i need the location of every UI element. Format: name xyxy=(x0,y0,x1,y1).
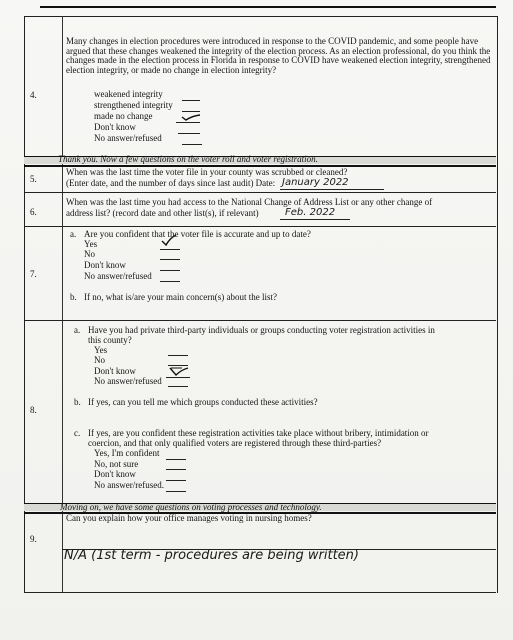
q7a-option-yes: Yes xyxy=(84,239,98,249)
q8c-label: c. xyxy=(74,428,81,438)
q5-line2: (Enter date, and the number of days since last audit) Date: xyxy=(66,178,276,188)
q8a-question-line2: this county? xyxy=(88,335,132,345)
q8a-blank-yes[interactable] xyxy=(168,355,188,356)
q4-option-no-change: made no change xyxy=(94,111,153,121)
q8c-blank-confident[interactable] xyxy=(166,459,186,460)
q6-number: 6. xyxy=(30,207,37,217)
q7b-question: If no, what is/are your main concern(s) about the list? xyxy=(84,292,277,302)
q4-option-refused: No answer/refused xyxy=(94,133,162,143)
q8a-option-no: No xyxy=(94,355,105,365)
q8a-option-yes: Yes xyxy=(94,345,108,355)
q4-blank-refused[interactable] xyxy=(182,144,202,145)
q7a-option-refused: No answer/refused xyxy=(84,271,152,281)
q8a-checkmark-icon xyxy=(168,365,190,377)
top-edge-line xyxy=(40,0,496,8)
q7b-label: b. xyxy=(70,292,77,302)
q8c-option-dont-know: Don't know xyxy=(94,469,136,479)
q8a-blank-dont-know[interactable] xyxy=(166,377,190,378)
q6-bottom-line xyxy=(24,226,496,227)
q4-blank-weakened[interactable] xyxy=(182,100,200,101)
q8b-label: b. xyxy=(74,397,81,407)
q8c-question-line2: coercion, and that only qualified voters are registered through these third-parties? xyxy=(88,438,382,448)
q9-question: Can you explain how your office manages voting in nursing homes? xyxy=(66,513,312,523)
q8a-option-dont-know: Don't know xyxy=(94,366,136,376)
q8a-blank-refused[interactable] xyxy=(168,386,188,387)
q8c-blank-refused[interactable] xyxy=(166,491,186,492)
q7a-checkmark-icon xyxy=(160,233,178,247)
q8c-blank-dont-know[interactable] xyxy=(166,480,186,481)
q6-line1: When was the last time you had access to the National Change of Address List or any other change of xyxy=(66,197,433,207)
q8c-question-line1: If yes, are you confident these registration activities take place without bribery, intimidation or xyxy=(88,428,429,438)
q9-number: 9. xyxy=(30,534,37,544)
q7-bottom-line xyxy=(24,320,496,321)
q6-handwritten-date: Feb. 2022 xyxy=(285,207,336,218)
q5-line1: When was the last time the voter file in your county was scrubbed or cleaned? xyxy=(66,167,348,177)
q8a-question-line1: Have you had private third-party individuals or groups conducting voter registration activities in xyxy=(88,325,435,335)
q7a-blank-refused[interactable] xyxy=(160,281,180,282)
q4-option-weakened: weakened integrity xyxy=(94,89,163,99)
q7-number: 7. xyxy=(30,269,37,279)
q4-checkmark-icon xyxy=(180,112,202,122)
q5-answer-line[interactable] xyxy=(280,189,384,190)
q4-number: 4. xyxy=(30,90,37,100)
q7a-blank-dont-know[interactable] xyxy=(160,270,180,271)
q8c-option-not-sure: No, not sure xyxy=(94,459,139,469)
q8c-blank-not-sure[interactable] xyxy=(166,469,186,470)
q8c-option-confident: Yes, I'm confident xyxy=(94,448,160,458)
q7a-blank-no[interactable] xyxy=(160,259,180,260)
q4-blank-no-change[interactable] xyxy=(176,122,200,123)
q7a-label: a. xyxy=(70,229,77,239)
q7a-blank-yes[interactable] xyxy=(160,249,180,250)
q5-handwritten-date: January 2022 xyxy=(282,177,349,188)
q8a-label: a. xyxy=(74,325,81,335)
q7a-question: Are you confident that the voter file is accurate and up to date? xyxy=(84,229,311,239)
q4-option-strengthened: strengthened integrity xyxy=(94,100,173,110)
q8a-option-refused: No answer/refused xyxy=(94,376,162,386)
q7a-option-dont-know: Don't know xyxy=(84,260,126,270)
q6-answer-line[interactable] xyxy=(280,219,350,220)
section1-heading: Thank you. Now a few questions on the voter roll and voter registration. xyxy=(58,154,318,164)
table-bottom-line xyxy=(24,592,496,593)
q5-number: 5. xyxy=(30,174,37,184)
q5-bottom-line xyxy=(24,192,496,193)
q4-option-dont-know: Don't know xyxy=(94,122,136,132)
q7a-option-no: No xyxy=(84,249,95,259)
q8-number: 8. xyxy=(30,405,37,415)
q9-handwritten-answer: N/A (1st term - procedures are being written) xyxy=(64,548,359,563)
q6-line2: address list? (record date and other list(s), if relevant) xyxy=(66,208,259,218)
q4-text: Many changes in election procedures were introduced in response to the COVID pandemic, and some people have argued that these changes weakened the integrity of the election process. As an election professional, do you think the changes made in the election process in Florida in response to COVID have weakened election integrity, strengthened election integrity, or made no change in election integrity? xyxy=(66,36,491,75)
section2-heading: Moving on, we have some questions on voting processes and technology. xyxy=(60,502,322,512)
q4-blank-dont-know[interactable] xyxy=(178,133,200,134)
q8b-question: If yes, can you tell me which groups conducted these activities? xyxy=(88,397,318,407)
q8c-option-refused: No answer/refused. xyxy=(94,480,164,490)
